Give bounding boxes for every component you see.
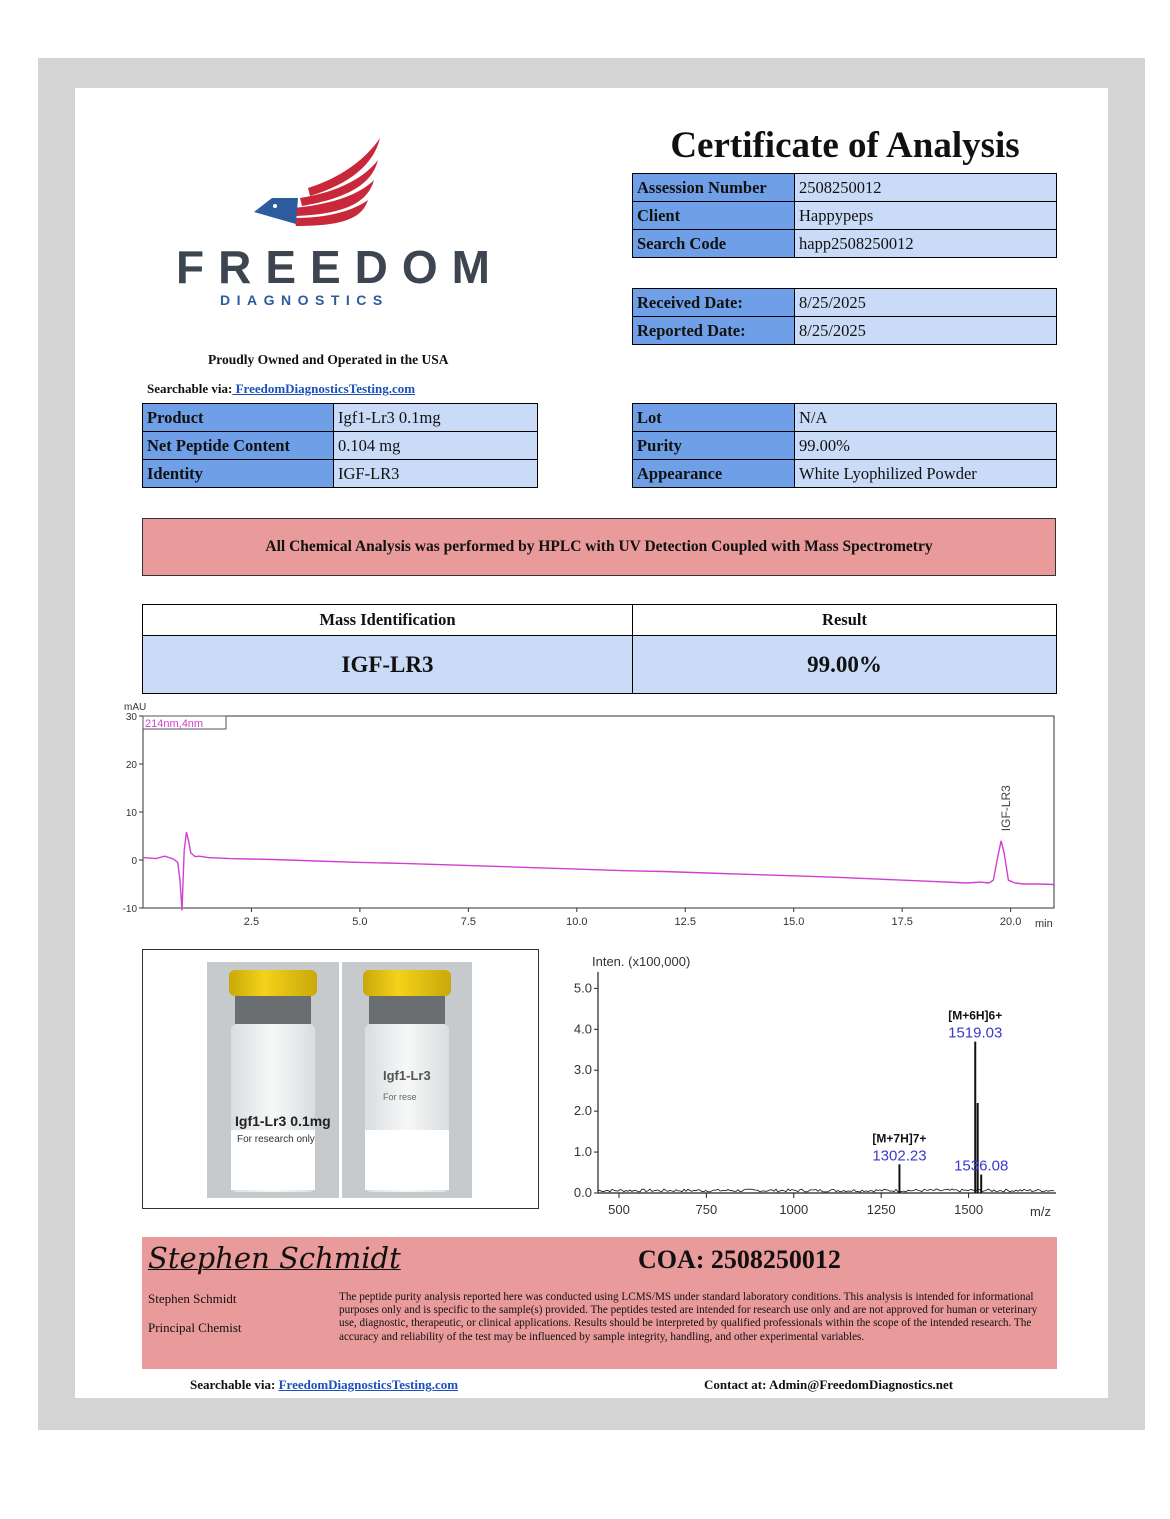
ms-peak-label: 1302.23: [872, 1147, 927, 1165]
chromatogram-legend: 214nm,4nm: [145, 718, 204, 730]
table-key: Appearance: [633, 460, 795, 488]
dates-table: [632, 288, 1057, 345]
table-value: N/A: [795, 404, 1057, 432]
footer-searchable-label: Searchable via:: [190, 1377, 276, 1392]
ms-baseline-noise: [598, 1189, 1054, 1192]
vial-photo-right: [342, 962, 472, 1198]
table-row: [143, 636, 1057, 694]
y-tick-label: 5.0: [573, 980, 592, 996]
y-tick-label: -10: [122, 904, 137, 915]
y-tick-label: 10: [125, 808, 137, 819]
x-tick-label: 1500: [954, 1202, 984, 1217]
table-key: Assession Number: [633, 174, 795, 202]
table-value: 99.00%: [795, 432, 1057, 460]
x-tick-label: 12.5: [674, 916, 696, 928]
vial-label-left-small: For research only: [237, 1134, 315, 1145]
chromatogram-ylabel: mAU: [124, 702, 147, 713]
y-tick-label: 3.0: [573, 1062, 592, 1078]
analysis-method-banner: All Chemical Analysis was performed by HPLC with UV Detection Coupled with Mass Spectrometry: [142, 518, 1056, 576]
table-value: Happypeps: [795, 202, 1057, 230]
mass-identity: IGF-LR3: [143, 636, 633, 694]
vial-label-right-small: For rese: [383, 1092, 417, 1102]
ms-ion-label: [M+6H]6+: [948, 1008, 1003, 1023]
footer-contact: Contact at: Admin@FreedomDiagnostics.net: [704, 1377, 954, 1392]
table-key: Lot: [633, 404, 795, 432]
table-value: Igf1-Lr3 0.1mg: [334, 404, 538, 432]
chromatogram-plot-frame: [143, 716, 1054, 908]
column-header: Mass Identification: [143, 605, 633, 636]
table-row: [143, 404, 538, 432]
x-tick-label: 1000: [779, 1202, 809, 1217]
table-value: happ2508250012: [795, 230, 1057, 258]
table-row: [633, 404, 1057, 432]
y-tick-label: 20: [125, 760, 137, 771]
y-tick-label: 0: [131, 856, 137, 867]
chromatogram-xlabel: min: [1035, 918, 1053, 930]
table-value: 0.104 mg: [334, 432, 538, 460]
vial-label-right: Igf1-Lr3: [383, 1068, 431, 1083]
signatory-title: Principal Chemist: [148, 1320, 242, 1335]
table-header-row: [143, 605, 1057, 636]
table-value: White Lyophilized Powder: [795, 460, 1057, 488]
vial-photo-left: [207, 962, 339, 1198]
table-value: 2508250012: [795, 174, 1057, 202]
table-row: [143, 432, 538, 460]
mass-spectrum-chart: [560, 950, 1060, 1224]
chromatogram-peak-label: IGF-LR3: [998, 785, 1013, 832]
x-tick-label: 2.5: [243, 916, 260, 928]
y-tick-label: 30: [125, 712, 137, 723]
table-value: 8/25/2025: [795, 317, 1057, 345]
certificate-title: Certificate of Analysis: [670, 125, 1020, 166]
table-row: [633, 174, 1057, 202]
x-tick-label: 17.5: [891, 916, 913, 928]
table-row: [633, 289, 1057, 317]
y-tick-label: 1.0: [573, 1144, 592, 1160]
footer-searchable-link[interactable]: FreedomDiagnosticsTesting.com: [278, 1377, 459, 1392]
table-key: Reported Date:: [633, 317, 795, 345]
table-key: Identity: [143, 460, 334, 488]
ms-peak-label: 1536.08: [954, 1157, 1009, 1175]
mass-identification-table: [142, 604, 1057, 694]
coa-number: COA: 2508250012: [638, 1245, 841, 1274]
logo-subtitle: DIAGNOSTICS: [220, 292, 389, 308]
table-row: [633, 202, 1057, 230]
table-row: [143, 460, 538, 488]
y-tick-label: 4.0: [573, 1021, 592, 1037]
footer-searchable: [190, 1377, 458, 1393]
table-key: Product: [143, 404, 334, 432]
y-tick-label: 0.0: [573, 1185, 592, 1200]
ms-xlabel: m/z: [1030, 1204, 1051, 1219]
hplc-chromatogram: [110, 698, 1060, 936]
logo-wordmark: FREEDOM: [176, 241, 504, 293]
accession-table: [632, 173, 1057, 258]
table-row: [633, 460, 1057, 488]
chromatogram-series-line: [143, 832, 1054, 910]
x-tick-label: 750: [695, 1202, 718, 1217]
signature: Stephen Schmidt: [148, 1241, 401, 1275]
ms-ylabel: Inten. (x100,000): [592, 954, 691, 969]
table-key: Received Date:: [633, 289, 795, 317]
x-tick-label: 7.5: [460, 916, 477, 928]
disclaimer: The peptide purity analysis reported here was conducted using LCMS/MS under standard laboratory conditions. This analysis is intended for informational purposes only and is specific to the sample(s) provided. The peptides tested are intended for research use only and are not approved for human or veterinary use, diagnostic, therapeutic, or clinical applications. Results should be interpreted by qualified professionals within the scope of the intended research. The accuracy and reliability of the test may be influenced by sample integrity, handling, and other experimental variables.: [339, 1291, 1038, 1343]
table-key: Net Peptide Content: [143, 432, 334, 460]
ms-ion-label: [M+7H]7+: [872, 1131, 927, 1146]
signatory-name: Stephen Schmidt: [148, 1291, 237, 1306]
column-header: Result: [633, 605, 1057, 636]
tagline: Proudly Owned and Operated in the USA: [208, 352, 449, 367]
table-value: IGF-LR3: [334, 460, 538, 488]
x-tick-label: 20.0: [999, 916, 1022, 928]
eagle-flag-logo-icon: [250, 138, 390, 230]
ms-peak-label: 1519.03: [948, 1024, 1003, 1042]
y-tick-label: 2.0: [573, 1103, 592, 1119]
vial-photo-panel: [142, 949, 539, 1209]
vial-photos: [143, 950, 538, 1208]
x-tick-label: 10.0: [566, 916, 588, 928]
searchable-link[interactable]: FreedomDiagnosticsTesting.com: [232, 381, 416, 396]
searchable-label: Searchable via:: [147, 381, 233, 396]
table-key: Purity: [633, 432, 795, 460]
table-row: [633, 432, 1057, 460]
lot-table: [632, 403, 1057, 488]
mass-result: 99.00%: [633, 636, 1057, 694]
x-tick-label: 5.0: [352, 916, 368, 928]
x-tick-label: 1250: [866, 1202, 896, 1217]
searchable-top: [147, 381, 415, 397]
x-tick-label: 500: [608, 1202, 630, 1217]
table-key: Search Code: [633, 230, 795, 258]
x-tick-label: 15.0: [783, 916, 805, 928]
product-table: [142, 403, 538, 488]
table-key: Client: [633, 202, 795, 230]
table-value: 8/25/2025: [795, 289, 1057, 317]
table-row: [633, 317, 1057, 345]
vial-label-left: Igf1-Lr3 0.1mg: [235, 1113, 331, 1129]
table-row: [633, 230, 1057, 258]
